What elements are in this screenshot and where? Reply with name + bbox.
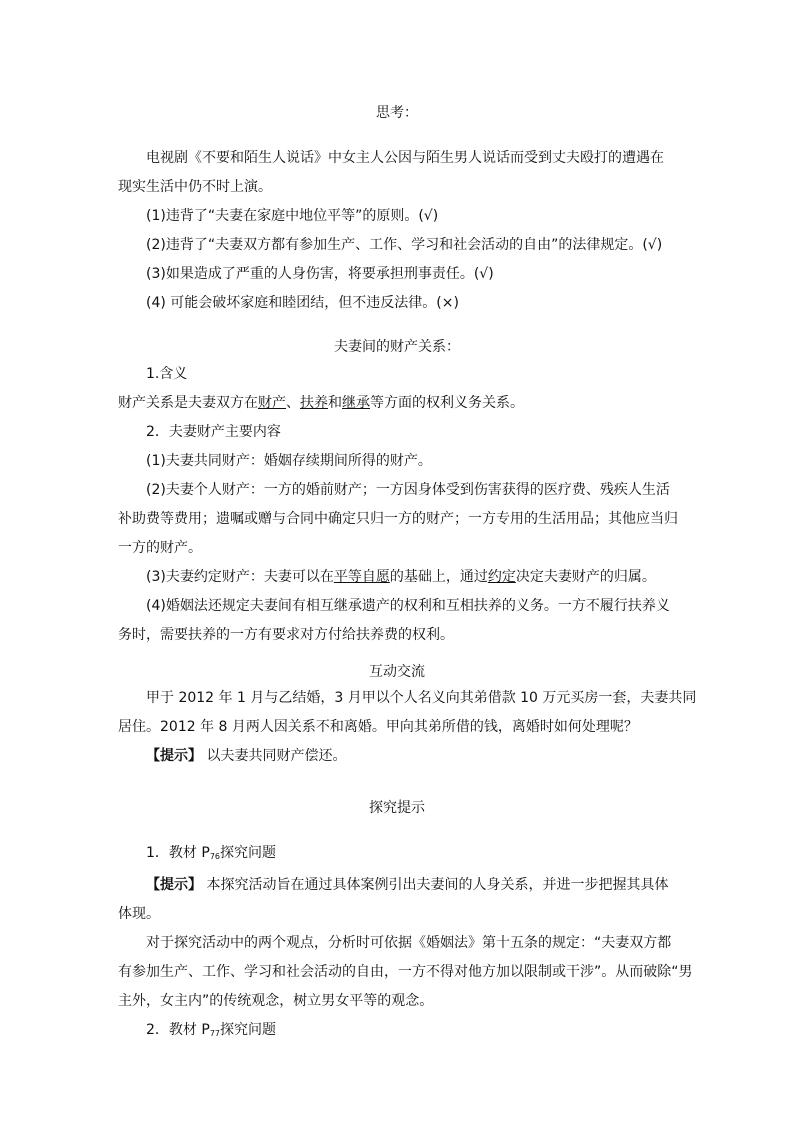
hint-line [118,742,678,771]
item-label [118,1016,678,1048]
thinking-intro [118,144,678,202]
definition-line [118,389,678,418]
item-label [118,839,678,871]
paragraph-line: 体现。 [118,906,160,922]
text: 探究问题 [220,1022,276,1038]
property-content [118,360,678,650]
hint-line [118,871,678,900]
item-label: 2．夫妻财产主要内容 [146,424,281,440]
paragraph-line: (4)婚姻法还规定夫妻间有相互继承遗产的权利和互相扶养的义务。一方不履行扶养义 [146,598,670,614]
underlined-term: 继承 [342,395,370,411]
thinking-items [118,202,706,318]
text: 1．教材 P [146,845,210,861]
section-title-exploration: 探究提示 [369,800,425,816]
paragraph-line: 主外，女主内”的传统观念，树立男女平等的观念。 [118,993,434,1009]
paragraph-line: 居住。2012 年 8 月两人因关系不和离婚。甲向其弟所借的钱，离婚时如何处理呢？ [118,719,638,735]
text: 财产关系是夫妻双方在 [118,395,258,411]
item-label: 1.含义 [146,366,188,382]
section-title-property: 夫妻间的财产关系： [334,339,460,355]
text: 决定夫妻财产的归属。 [515,569,656,585]
paragraph-line: 务时，需要扶养的一方有要求对方付给扶养费的权利。 [118,627,454,643]
underlined-term: 扶养 [300,395,328,411]
paragraph-line [118,563,678,592]
text: 探究问题 [220,845,276,861]
text: 和 [328,395,342,411]
hint-text: 本探究活动旨在通过具体案例引出夫妻间的人身关系，并进一步把握其具体 [202,877,669,893]
intro-line: 电视剧《不要和陌生人说话》中女主人公因与陌生男人说话而受到丈夫殴打的遭遇在 [146,150,664,166]
list-item: (3)如果造成了严重的人身伤害，将要承担刑事责任。(√) [146,266,494,282]
hint-label: 【提示】 [146,877,202,893]
hint-label: 【提示】 [146,748,202,764]
list-item: (4) 可能会破坏家庭和睦团结，但不违反法律。(×) [146,295,459,311]
paragraph-line: 补助费等费用；遗嘱或赠与合同中确定只归一方的财产；一方专用的生活用品；其他应当归 [118,511,678,527]
text: 2．教材 P [146,1022,210,1038]
page-subscript: 76 [209,852,220,861]
text: 的基础上，通过 [389,569,488,585]
paragraph-line: (1)夫妻共同财产：婚姻存续期间所得的财产。 [146,453,432,469]
list-item: (2)违背了“夫妻双方都有参加生产、工作、学习和社会活动的自由”的法律规定。(√) [146,237,663,253]
paragraph-line: 对于探究活动中的两个观点，分析时可依据《婚姻法》第十五条的规定：“夫妻双方都 [146,935,672,951]
section-title-thinking: 思考： [376,105,418,121]
underlined-term: 平等自愿 [333,569,390,585]
paragraph-line: 有参加生产、工作、学习和社会活动的自由，一方不得对他方加以限制或干涉”。从而破除“男 [118,964,693,980]
section-title-interaction: 互动交流 [369,664,425,680]
list-item: (1)违背了“夫妻在家庭中地位平等”的原则。(√) [146,208,439,224]
interaction-content [118,684,697,771]
hint-text: 以夫妻共同财产偿还。 [202,748,347,764]
paragraph-line: 甲于 2012 年 1 月与乙结婚，3 月甲以个人名义向其弟借款 10 万元买房一套，夫妻共同 [146,690,697,706]
page-subscript: 77 [209,1029,220,1038]
underlined-term: 约定 [487,569,516,585]
text: (3)夫妻约定财产：夫妻可以在 [146,569,334,585]
underlined-term: 财产 [258,395,286,411]
text: 、 [286,395,300,411]
intro-line: 现实生活中仍不时上演。 [118,179,272,195]
text: 等方面的权利义务关系。 [370,395,524,411]
exploration-content [118,839,693,1048]
paragraph-line: (2)夫妻个人财产：一方的婚前财产；一方因身体受到伤害获得的医疗费、残疾人生活 [146,482,670,498]
paragraph-line: 一方的财产。 [118,540,202,556]
